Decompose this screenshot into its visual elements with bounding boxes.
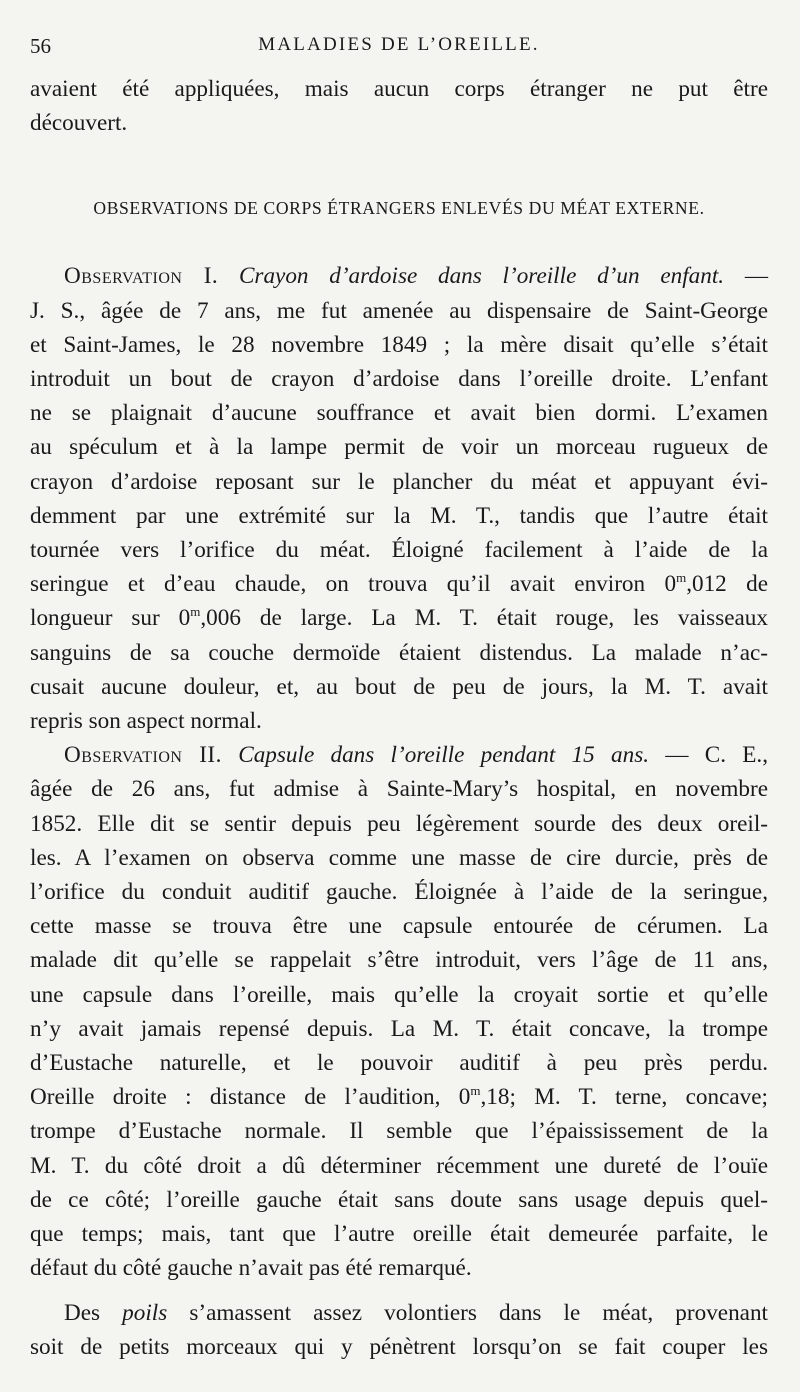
measurement-text: ,012 de: [686, 571, 768, 598]
observation-1-title: Crayon d’ardoise dans l’oreille d’un enfant.: [238, 263, 725, 290]
text-line: n’y avait jamais repensé depuis. La M. T. était concave, la trompe: [30, 1015, 768, 1042]
unit-superscript: m: [190, 604, 201, 620]
final-paragraph: [30, 1296, 768, 1364]
text-line: [30, 601, 768, 635]
text-line: avaient été appliquées, mais aucun corps étranger ne put être: [30, 76, 768, 102]
measurement-text: ,006 de large. La M. T. était rouge, les vaisseaux: [200, 605, 768, 632]
observation-2-label: Observation II.: [64, 742, 222, 769]
text-line: une capsule dans l’oreille, mais qu’elle la croyait sortie et qu’elle: [30, 981, 768, 1008]
text-line: ne se plaignait d’aucune souffrance et avait bien dormi. L’examen: [30, 400, 768, 427]
unit-superscript: m: [676, 570, 687, 586]
observation-1-heading-line: [30, 259, 768, 293]
observation-1-label: Observation I.: [64, 263, 219, 290]
text-line: [30, 1296, 768, 1330]
text-line: les. A l’examen on observa comme une masse de cire durcie, près de: [30, 844, 768, 871]
text-line: M. T. du côté droit a dû déterminer récemment une dureté de l’ouïe: [30, 1152, 768, 1179]
text-fragment: Des: [64, 1299, 101, 1326]
text-line: malade dit qu’elle se rappelait s’être introduit, vers l’âge de 11 ans,: [30, 947, 768, 974]
measurement-text: Oreille droite : distance de l’audition, 0: [30, 1084, 471, 1111]
text-line: crayon d’ardoise reposant sur le plancher du méat et appuyant évi-: [30, 468, 768, 495]
text-line: repris son aspect normal.: [30, 708, 262, 735]
page-number: 56: [30, 34, 51, 58]
text-fragment: s’amassent assez volontiers dans le méat, provenant: [189, 1299, 768, 1326]
measurement-text: longueur sur 0: [30, 605, 191, 632]
observation-1: [30, 259, 768, 738]
italic-word: poils: [122, 1299, 168, 1326]
text-line: découvert.: [30, 110, 128, 137]
text-line: [30, 1080, 768, 1114]
text-line: cette masse se trouva être une capsule entourée de cérumen. La: [30, 913, 768, 940]
body-text: [30, 72, 768, 1364]
text-line: 1852. Elle dit se sentir depuis peu légèrement sourde des deux oreil-: [30, 810, 768, 837]
section-heading: OBSERVATIONS DE CORPS ÉTRANGERS ENLEVÉS DU MÉAT EXTERNE.: [93, 198, 705, 219]
text-line: que temps; mais, tant que l’autre oreille était demeurée parfaite, le: [30, 1221, 768, 1248]
observation-2: [30, 738, 768, 1285]
text-line: âgée de 26 ans, fut admise à Sainte-Mary’s hospital, en novembre: [30, 776, 768, 803]
text-line: et Saint-James, le 28 novembre 1849 ; la mère disait qu’elle s’était: [30, 331, 768, 358]
unit-superscript: m: [470, 1083, 481, 1099]
measurement-text: seringue et d’eau chaude, on trouva qu’il avait environ 0: [30, 571, 677, 598]
text-line: défaut du côté gauche n’avait pas été remarqué.: [30, 1255, 472, 1282]
running-title: MALADIES DE L’OREILLE.: [258, 34, 540, 55]
text-line: l’orifice du conduit auditif gauche. Éloignée à l’aide de la seringue,: [30, 879, 768, 906]
text-line: introduit un bout de crayon d’ardoise dans l’oreille droite. L’enfant: [30, 366, 768, 393]
observation-2-title: Capsule dans l’oreille pendant 15 ans.: [238, 742, 650, 769]
dash: —: [744, 263, 768, 290]
intro-paragraph: [30, 72, 768, 140]
text-line: cusait aucune douleur, et, au bout de peu de jours, la M. T. avait: [30, 673, 768, 700]
text-line: sanguins de sa couche dermoïde étaient distendus. La malade n’ac-: [30, 639, 768, 666]
observation-2-patient: — C. E.,: [665, 742, 769, 769]
text-line: demment par une extrémité sur la M. T., tandis que l’autre était: [30, 502, 768, 529]
text-line: d’Eustache naturelle, et le pouvoir auditif à peu près perdu.: [30, 1050, 768, 1077]
text-line: trompe d’Eustache normale. Il semble que l’épaississement de la: [30, 1118, 768, 1145]
text-line: de ce côté; l’oreille gauche était sans doute sans usage depuis quel-: [30, 1186, 768, 1213]
text-line: [30, 567, 768, 601]
text-line: J. S., âgée de 7 ans, me fut amenée au dispensaire de Saint-George: [30, 297, 768, 324]
measurement-text: ,18; M. T. terne, concave;: [480, 1084, 768, 1111]
text-line: soit de petits morceaux qui y pénètrent lorsqu’on se fait couper les: [30, 1333, 768, 1360]
observation-2-heading-line: [30, 738, 768, 772]
text-line: tournée vers l’orifice du méat. Éloigné facilement à l’aide de la: [30, 537, 768, 564]
text-line: au spéculum et à la lampe permit de voir un morceau rugueux de: [30, 434, 768, 461]
running-head: [30, 34, 768, 62]
paragraph-gap: [30, 1286, 768, 1296]
